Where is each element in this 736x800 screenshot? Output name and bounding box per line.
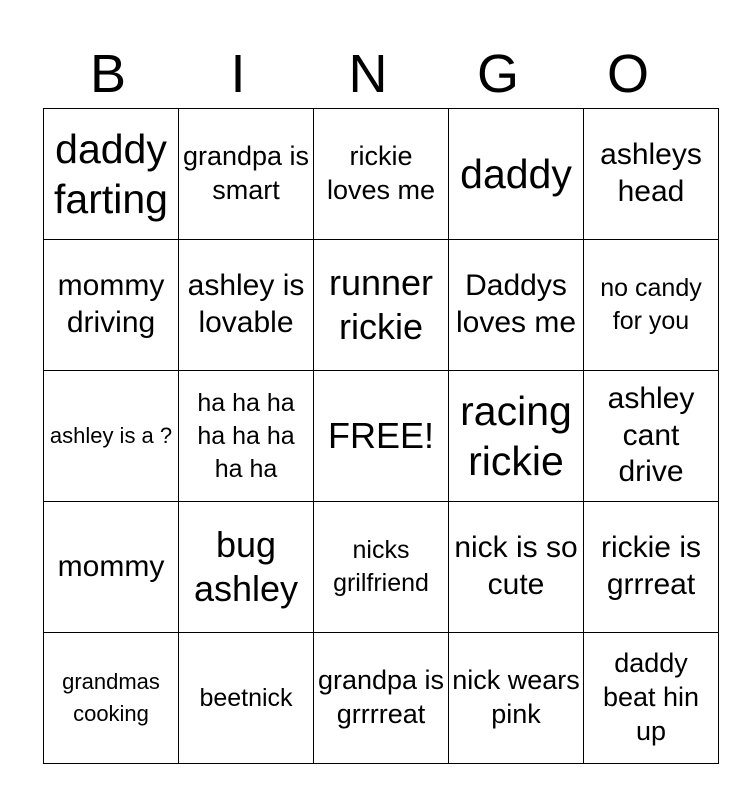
header-letter-b: B [89,44,127,104]
bingo-cell[interactable] [314,240,449,371]
bingo-cell[interactable] [179,240,314,371]
bingo-cell[interactable] [44,633,179,764]
cell-label: daddy beat hin up [602,648,700,746]
bingo-cell[interactable] [179,502,314,633]
bingo-board [43,108,719,764]
cell-label: grandmas cooking [62,669,160,726]
cell-label: rickie loves me [326,141,436,205]
board-row [44,633,719,764]
bingo-cell[interactable] [314,633,449,764]
bingo-cell[interactable] [44,502,179,633]
bingo-cell[interactable] [179,371,314,502]
header-letter-n: N [348,44,388,104]
board-row [44,371,719,502]
bingo-cell[interactable] [44,371,179,502]
bingo-header [43,40,693,108]
cell-label: Daddys loves me [455,269,577,339]
bingo-cell[interactable] [584,502,719,633]
cell-label: nicks grilfriend [333,536,429,597]
cell-label: ha ha ha ha ha ha ha ha [197,388,295,483]
cell-label: mommy driving [57,269,165,339]
cell-label: ashley is lovable [187,269,305,339]
cell-label: beetnick [199,683,293,712]
bingo-cell[interactable] [584,109,719,240]
board-row [44,109,719,240]
board-row [44,502,719,633]
cell-label: ashleys head [600,138,702,208]
cell-label: ashley is a ? [49,423,173,449]
cell-label: ashley cant drive [607,382,695,489]
cell-label: nick is so cute [454,531,578,601]
bingo-cell free-space[interactable] [314,371,449,502]
bingo-cell[interactable] [449,371,584,502]
bingo-cell[interactable] [449,502,584,633]
bingo-cell[interactable] [584,240,719,371]
cell-label: grandpa is grrrreat [317,665,445,729]
cell-label: rickie is grrreat [600,531,701,601]
cell-label: grandpa is smart [182,141,310,205]
bingo-cell[interactable] [314,109,449,240]
cell-label: nick wears pink [452,665,580,729]
cell-label: racing rickie [460,387,572,484]
bingo-cell[interactable] [44,240,179,371]
bingo-cell[interactable] [179,633,314,764]
cell-label: daddy [460,150,572,197]
cell-label: no candy for you [600,274,702,335]
bingo-cell[interactable] [584,633,719,764]
cell-label: runner rickie [328,262,434,347]
board-row [44,240,719,371]
header-letter-o: O [606,44,649,104]
bingo-cell[interactable] [449,109,584,240]
bingo-cell[interactable] [179,109,314,240]
bingo-cell[interactable] [314,502,449,633]
header-letter-i: I [230,44,246,104]
bingo-cell[interactable] [584,371,719,502]
cell-label: daddy farting [54,125,168,222]
bingo-cell[interactable] [449,633,584,764]
free-space-label: FREE! [327,415,434,457]
bingo-cell[interactable] [449,240,584,371]
cell-label: mommy [57,549,165,583]
bingo-cell[interactable] [44,109,179,240]
cell-label: bug ashley [193,524,299,609]
header-letter-g: G [476,44,519,104]
